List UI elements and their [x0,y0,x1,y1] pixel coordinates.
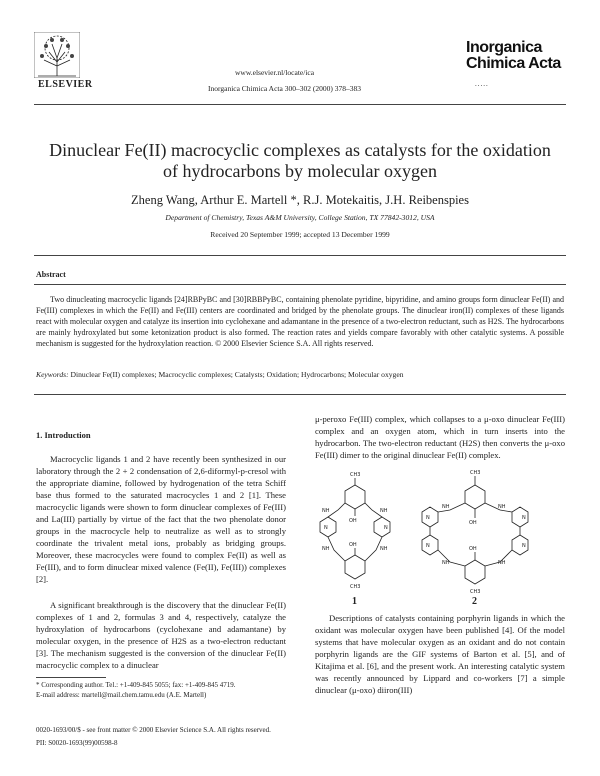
journal-name-line1: Inorganica [466,39,542,56]
structure-1-drawing [320,478,390,579]
struct1-nh-right-top: NH [380,508,388,514]
footnote [36,681,286,700]
struct2-nh-left-bottom: NH [442,560,450,566]
struct2-n-left-top: N [426,515,430,521]
keywords-list: Dinuclear Fe(II) complexes; Macrocyclic complexes; Catalysts; Oxidation; Hydrocarbons; Molecular oxygen [70,370,404,379]
section-heading-introduction: 1. Introduction [36,430,91,440]
article-affiliation: Department of Chemistry, Texas A&M University, College Station, TX 77842-3012, USA [165,213,435,222]
struct1-ch3-bottom: CH3 [350,584,361,590]
journal-dots: ..... [475,80,489,88]
structure-label-1: 1 [352,596,357,607]
struct2-nh-right-bottom: NH [498,560,506,566]
structure-2-drawing [422,476,528,584]
keywords-label: Keywords: [36,370,69,379]
struct1-nh-right-bottom: NH [380,546,388,552]
journal-url[interactable]: www.elsevier.nl/locate/ica [235,68,315,77]
header-rule [34,104,566,105]
footnote-email[interactable]: E-mail address: martell@mail.chem.tamu.edu (A.E. Martell) [36,690,207,699]
chemical-structures-figure [300,460,580,610]
elsevier-logo [34,32,80,78]
copyright-line: 0020-1693/00/$ - see front matter © 2000 Elsevier Science S.A. All rights reserved. [36,726,271,734]
struct2-nh-left-top: NH [442,504,450,510]
article-received: Received 20 September 1999; accepted 13 December 1999 [210,230,390,239]
structure-label-2: 2 [472,596,477,607]
intro-paragraph-2: A significant breakthrough is the discovery that the dinuclear Fe(II) complexes of 1 and 2, formulas 3 and 4, respectively, catalyze the hydroxylation of hydrocarbons (cyclohexane and adamantane) by molecular oxygen, in the presence of H2S as a two-electron reductant [3]. The mechanism suggested is the conversion of the dinuclear Fe(II) macrocyclic complex to a dinuclear [36,600,286,670]
struct1-n-right: N [384,525,388,531]
abstract-top-rule [34,255,566,256]
intro-right-paragraph-1: μ-peroxo Fe(III) complex, which collapses to a μ-oxo dinuclear Fe(III) complex and an oxygen atom, which in turn inserts into the hydrocarbon. The two-electron reductant (H2S) then converts the μ-oxo Fe(III) dimer to the original dinuclear Fe(II) complex. [315,414,565,460]
abstract-text: Two dinucleating macrocyclic ligands [24]RBPyBC and [30]RBBPyBC, containing phenolate pyridine, bipyridine, and amino groups form dinuclear Fe(II) and Fe(III) complexes in which the Fe(II) and Fe(III) centers are coordinated and bridged by the phenolate groups. The dinuclear iron(II) complexes of these ligands react with molecular oxygen and catalyze its insertion into cyclohexane and adamantane in the presence of a two-electron reductant, such as H2S. The hydrocarbons are mainly hydroxylated but some ketonization product is also formed. The reaction rates and yields compare favorably with other catalytic systems. A possible mechanism is suggested for the hydroxylation reaction. © 2000 Elsevier Science S.A. All rights reserved. [36,295,564,348]
journal-name-line2: Chimica Acta [466,55,561,72]
struct2-oh-bottom: OH [469,546,477,552]
intro-paragraph-1: Macrocyclic ligands 1 and 2 have recently been synthesized in our laboratory through the 2 + 2 condensation of 2,6-diformyl-p-cresol with the appropriate diamine, followed by hydrogenation of the tetra Schiff base thus formed to the saturated macrocycles 1 and 2 [1]. These macrocyclic ligands were shown to form dinuclear complexes of Fe(III) and La(III) partially by virtue of the fact that the two phenolate donor groups in the macrocycle help to neutralize as well as to strongly coordinate the trivalent metal ions, probably as bridging groups. Moreover, these macrocycles were found to complex Fe(II) as well as Fe(III), and to form dinuclear mixed valence (Fe(II), Fe(III)) complexes [2]. [36,454,286,584]
journal-citation: Inorganica Chimica Acta 300–302 (2000) 378–383 [208,84,361,93]
abstract-heading: Abstract [36,270,66,279]
struct2-n-left-bottom: N [426,543,430,549]
footnote-rule [36,677,106,678]
struct2-oh-top: OH [469,520,477,526]
footnote-corresponding: * Corresponding author. Tel.: +1-409-845 5055; fax: +1-409-845 4719. [36,681,236,689]
article-title: Dinuclear Fe(II) macrocyclic complexes as catalysts for the oxidation of hydrocarbons by molecular oxygen [49,140,551,181]
abstract-bottom-rule [34,394,566,395]
struct1-oh-top: OH [349,518,357,524]
publisher-name: ELSEVIER [38,79,93,90]
intro-right-paragraph-2: Descriptions of catalysts containing porphyrin ligands in which the oxidant was molecular oxygen have been published [4]. Of the model systems that have molecular oxygen as an oxidant and do not contain porphyrin ligands are the GIF systems of Barton et al. [5], and of Kitajima et al. [6], and the present work. An interesting catalytic system was recently announced by Lippard and co-workers [7] a simple dinuclear (μ-oxo) diiron(III) [315,613,565,695]
struct1-n-left: N [324,525,328,531]
struct1-ch3-top: CH3 [350,472,361,478]
article-authors: Zheng Wang, Arthur E. Martell *, R.J. Motekaitis, J.H. Reibenspies [131,193,469,207]
struct2-nh-right-top: NH [498,504,506,510]
abstract-heading-rule [34,284,566,285]
struct1-oh-bottom: OH [349,542,357,548]
struct2-ch3-bottom: CH3 [470,589,481,595]
pii-line: PII: S0020-1693(99)00598-8 [36,739,118,747]
struct2-n-right-top: N [522,515,526,521]
copyright-block [36,724,271,750]
keywords [36,370,564,379]
struct1-nh-left-bottom: NH [322,546,330,552]
journal-logo [466,40,591,72]
struct2-n-right-bottom: N [522,543,526,549]
struct1-nh-left-top: NH [322,508,330,514]
struct2-ch3-top: CH3 [470,470,481,476]
